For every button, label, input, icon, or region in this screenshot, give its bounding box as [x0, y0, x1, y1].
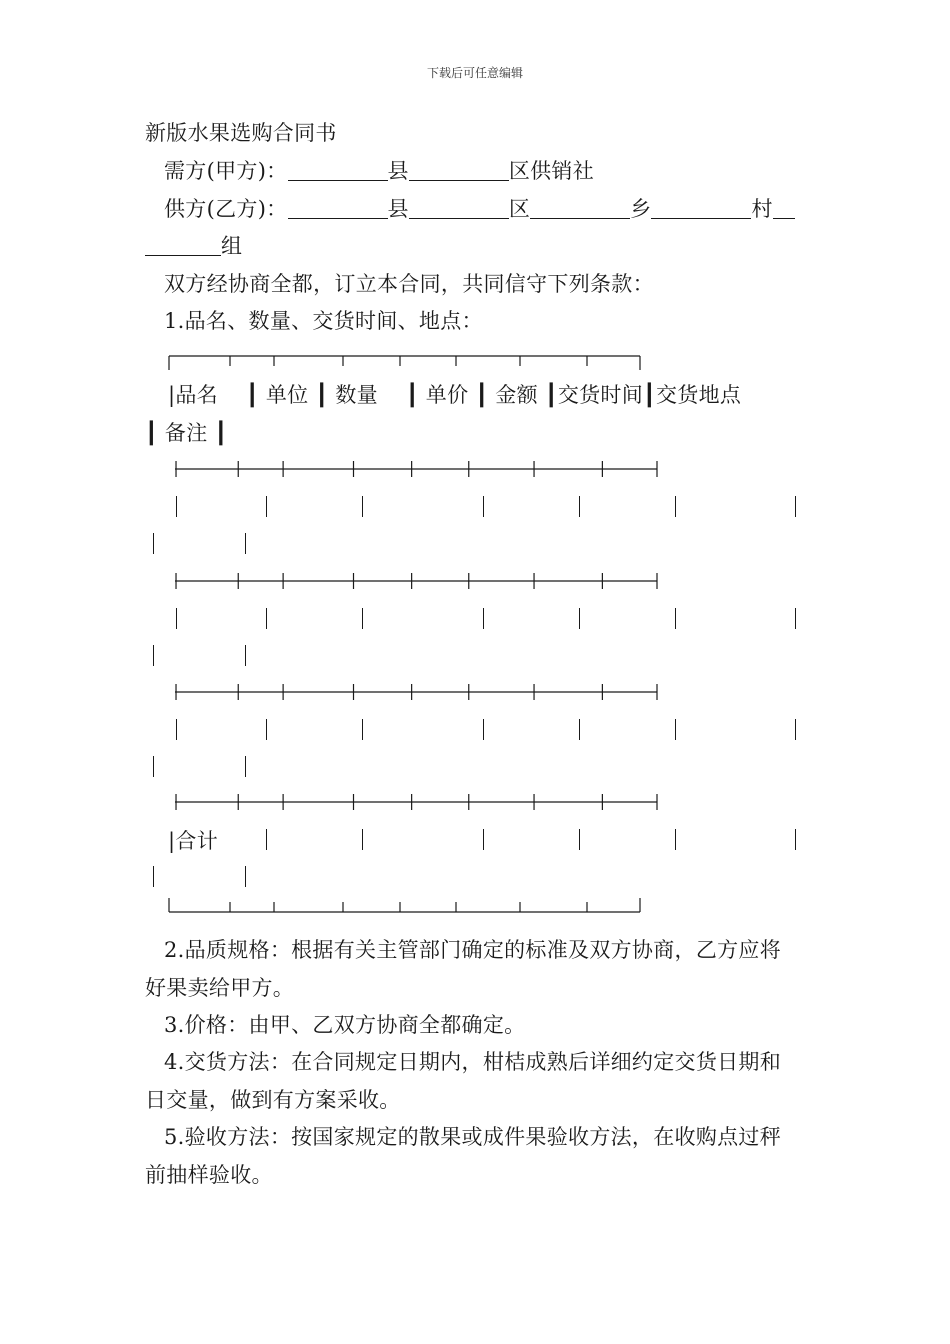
cell-divider: [153, 533, 154, 554]
cell-divider: [153, 645, 154, 666]
group-label: 组: [221, 234, 243, 258]
cell-divider: [795, 829, 796, 850]
district-label: 区: [508, 197, 531, 221]
party-a-label: 需方(甲方)：: [164, 159, 288, 183]
row-separator: [173, 683, 673, 701]
cell-divider: [795, 719, 796, 740]
section-2-line-1: 2.品质规格：根据有关主管部门确定的标准及双方协商，乙方应将: [164, 938, 782, 962]
township-label: 乡: [630, 197, 652, 221]
page-header-note: 下载后可任意编辑: [426, 66, 523, 80]
table-header-row: |品名 ┃ 单位 ┃ 数量 ┃ 单价 ┃ 金额 ┃交货时间┃交货地点: [168, 383, 742, 407]
cell-divider: [362, 608, 363, 629]
total-label: 合计: [175, 829, 218, 853]
col-header-unit: 单位: [265, 383, 309, 407]
cell-divider: [362, 496, 363, 517]
section-2-line-2: 好果卖给甲方。: [145, 976, 295, 1000]
col-header-delivery-place: 交货地点: [655, 383, 742, 407]
cell-divider: [266, 829, 267, 850]
contract-title: 新版水果选购合同书: [145, 121, 337, 145]
blank-field: [288, 158, 388, 181]
section-5-line-1: 5.验收方法：按国家规定的散果或成件果验收方法，在收购点过秤: [164, 1125, 782, 1149]
col-header-price: 单价: [425, 383, 469, 407]
cell-divider: [675, 496, 676, 517]
cell-divider: [795, 496, 796, 517]
cell-divider: [483, 829, 484, 850]
party-b-label: 供方(乙方)：: [164, 197, 288, 221]
cell-divider: [483, 719, 484, 740]
col-header-name: |品名: [168, 383, 218, 407]
table-bottom-rule: [168, 898, 648, 916]
table-header-row-cont: ┃ 备注 ┃: [145, 421, 228, 445]
cell-divider: [245, 645, 246, 666]
blank-field: [530, 196, 630, 219]
cell-divider: [266, 608, 267, 629]
col-header-delivery-time: 交货时间: [557, 383, 644, 407]
cell-divider: [245, 866, 246, 887]
section-1-heading: 1.品名、数量、交货时间、地点：: [164, 309, 483, 333]
col-header-qty: 数量: [335, 383, 378, 407]
blank-field: [409, 158, 509, 181]
section-5-line-2: 前抽样验收。: [145, 1163, 273, 1187]
party-b-line: [164, 194, 795, 224]
cell-divider: [579, 608, 580, 629]
section-3: 3.价格：由甲、乙双方协商全都确定。: [164, 1013, 526, 1037]
cell-divider: [176, 608, 177, 629]
cell-divider: [266, 719, 267, 740]
cell-divider: [245, 533, 246, 554]
cell-divider: [362, 829, 363, 850]
table-total-row: |合计: [168, 829, 218, 853]
cell-divider: [245, 756, 246, 777]
cell-divider: [176, 719, 177, 740]
cell-divider: [675, 829, 676, 850]
intro-paragraph: 双方经协商全都，订立本合同，共同信守下列条款：: [164, 272, 654, 296]
cell-divider: [675, 719, 676, 740]
cell-divider: [362, 719, 363, 740]
cell-divider: [483, 608, 484, 629]
county-label: 县: [387, 197, 409, 221]
cell-divider: [675, 608, 676, 629]
blank-field: [773, 196, 795, 219]
party-a-line: [164, 156, 594, 186]
cell-divider: [579, 829, 580, 850]
cell-divider: [579, 496, 580, 517]
section-4-line-1: 4.交货方法：在合同规定日期内，柑桔成熟后详细约定交货日期和: [164, 1050, 782, 1074]
party-b-line-cont: [145, 231, 242, 261]
blank-field: [409, 196, 509, 219]
table-top-rule: [168, 352, 648, 370]
cell-divider: [795, 608, 796, 629]
section-4-line-2: 日交量，做到有方案采收。: [145, 1088, 401, 1112]
cell-divider: [176, 496, 177, 517]
col-header-remark: 备注: [164, 421, 208, 445]
district-label: 区供销社: [508, 159, 595, 183]
cell-divider: [579, 719, 580, 740]
blank-field: [288, 196, 388, 219]
row-separator: [173, 460, 673, 478]
cell-divider: [483, 496, 484, 517]
cell-divider: [153, 866, 154, 887]
county-label: 县: [387, 159, 409, 183]
cell-divider: [153, 756, 154, 777]
row-separator: [173, 572, 673, 590]
village-label: 村: [751, 197, 773, 221]
blank-field: [145, 233, 221, 256]
blank-field: [651, 196, 751, 219]
cell-divider: [266, 496, 267, 517]
col-header-amount: 金额: [495, 383, 538, 407]
row-separator: [173, 793, 673, 811]
